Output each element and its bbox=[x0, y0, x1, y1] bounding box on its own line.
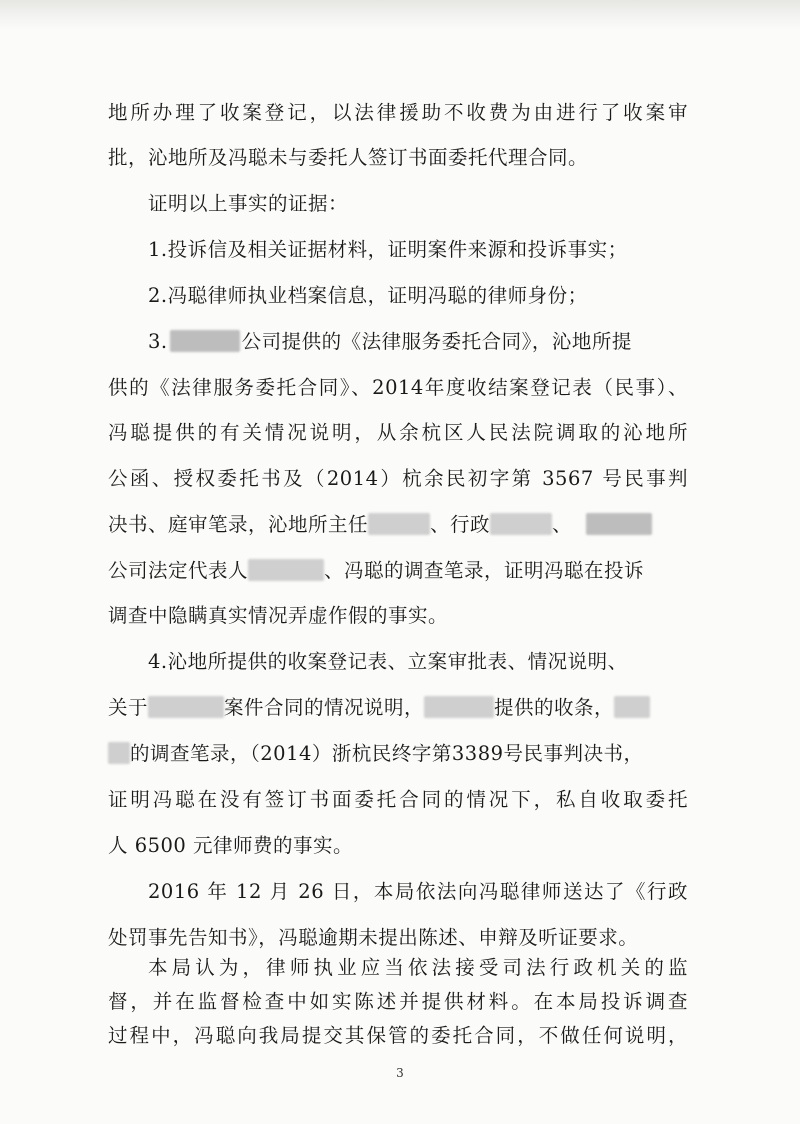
text-segment: 的调查笔录，（2014）浙杭民终字第3389号民事判决书， bbox=[130, 742, 644, 765]
text-segment: 、冯聪的调查笔录，证明冯聪在投诉 bbox=[324, 559, 645, 582]
redaction-block bbox=[108, 742, 130, 764]
evidence-item-1: 1.投诉信及相关证据材料，证明案件来源和投诉事实； bbox=[148, 238, 628, 261]
evidence-item-3-line-1 bbox=[148, 330, 632, 354]
redaction-block bbox=[170, 330, 240, 352]
evidence-item-3-line-3: 冯聪提供的有关情况说明，从余杭区人民法院调取的沁地所 bbox=[108, 421, 688, 444]
redaction-block bbox=[148, 696, 224, 718]
evidence-item-4-line-4: 证明冯聪在没有签订书面委托合同的情况下，私自收取委托 bbox=[108, 788, 688, 811]
evidence-item-3-line-2: 供的《法律服务委托合同》、2014年度收结案登记表（民事）、 bbox=[108, 376, 688, 399]
text-segment: 提供的收条， bbox=[494, 696, 615, 719]
evidence-heading: 证明以上事实的证据： bbox=[148, 192, 349, 215]
text-segment: 公司法定代表人 bbox=[108, 559, 249, 582]
item-number: 3. bbox=[148, 330, 168, 353]
evidence-item-3-line-5 bbox=[108, 513, 652, 537]
evidence-item-4-line-1: 4.沁地所提供的收案登记表、立案审批表、情况说明、 bbox=[148, 650, 628, 673]
finding-line-2: 督，并在监督检查中如实陈述并提供材料。在本局投诉调查 bbox=[108, 990, 688, 1013]
redaction-block bbox=[424, 696, 494, 718]
evidence-item-2: 2.冯聪律师执业档案信息，证明冯聪的律师身份； bbox=[148, 284, 588, 307]
evidence-item-3-line-4: 公函、授权委托书及（2014）杭余民初字第 3567 号民事判 bbox=[108, 467, 688, 490]
evidence-item-3-line-6 bbox=[108, 559, 644, 583]
redaction-block bbox=[248, 559, 324, 581]
text-segment: 、 bbox=[552, 513, 573, 536]
finding-line-1: 本局认为，律师执业应当依法接受司法行政机关的监 bbox=[148, 956, 688, 979]
text-segment: 关于 bbox=[108, 696, 149, 719]
notice-line-1: 2016 年 12 月 26 日，本局依法向冯聪律师送达了《行政 bbox=[148, 880, 688, 903]
redaction-block bbox=[614, 696, 650, 718]
evidence-item-4-line-5: 人 6500 元律师费的事实。 bbox=[108, 834, 354, 857]
redaction-block bbox=[368, 513, 430, 535]
evidence-item-4-line-3 bbox=[108, 742, 644, 766]
redaction-block bbox=[490, 513, 552, 535]
text-segment: 决书、庭审笔录，沁地所主任 bbox=[108, 513, 369, 536]
text-segment: 、行政 bbox=[430, 513, 491, 536]
scan-shadow bbox=[0, 0, 800, 30]
evidence-item-4-line-2 bbox=[108, 696, 650, 720]
page-number: 3 bbox=[396, 1066, 404, 1080]
evidence-item-3-line-7: 调查中隐瞒真实情况弄虚作假的事实。 bbox=[108, 604, 449, 627]
finding-line-3: 过程中，冯聪向我局提交其保管的委托合同，不做任何说明， bbox=[108, 1024, 688, 1047]
redaction-block bbox=[586, 513, 652, 535]
text-line-2: 批，沁地所及冯聪未与委托人签订书面委托代理合同。 bbox=[108, 146, 589, 169]
text-segment: 案件合同的情况说明， bbox=[224, 696, 425, 719]
notice-line-2: 处罚事先告知书》，冯聪逾期未提出陈述、申辩及听证要求。 bbox=[108, 926, 639, 949]
text-line-1: 地所办理了收案登记，以法律援助不收费为由进行了收案审 bbox=[108, 101, 688, 124]
text-segment: 公司提供的《法律服务委托合同》，沁地所提 bbox=[241, 330, 632, 353]
